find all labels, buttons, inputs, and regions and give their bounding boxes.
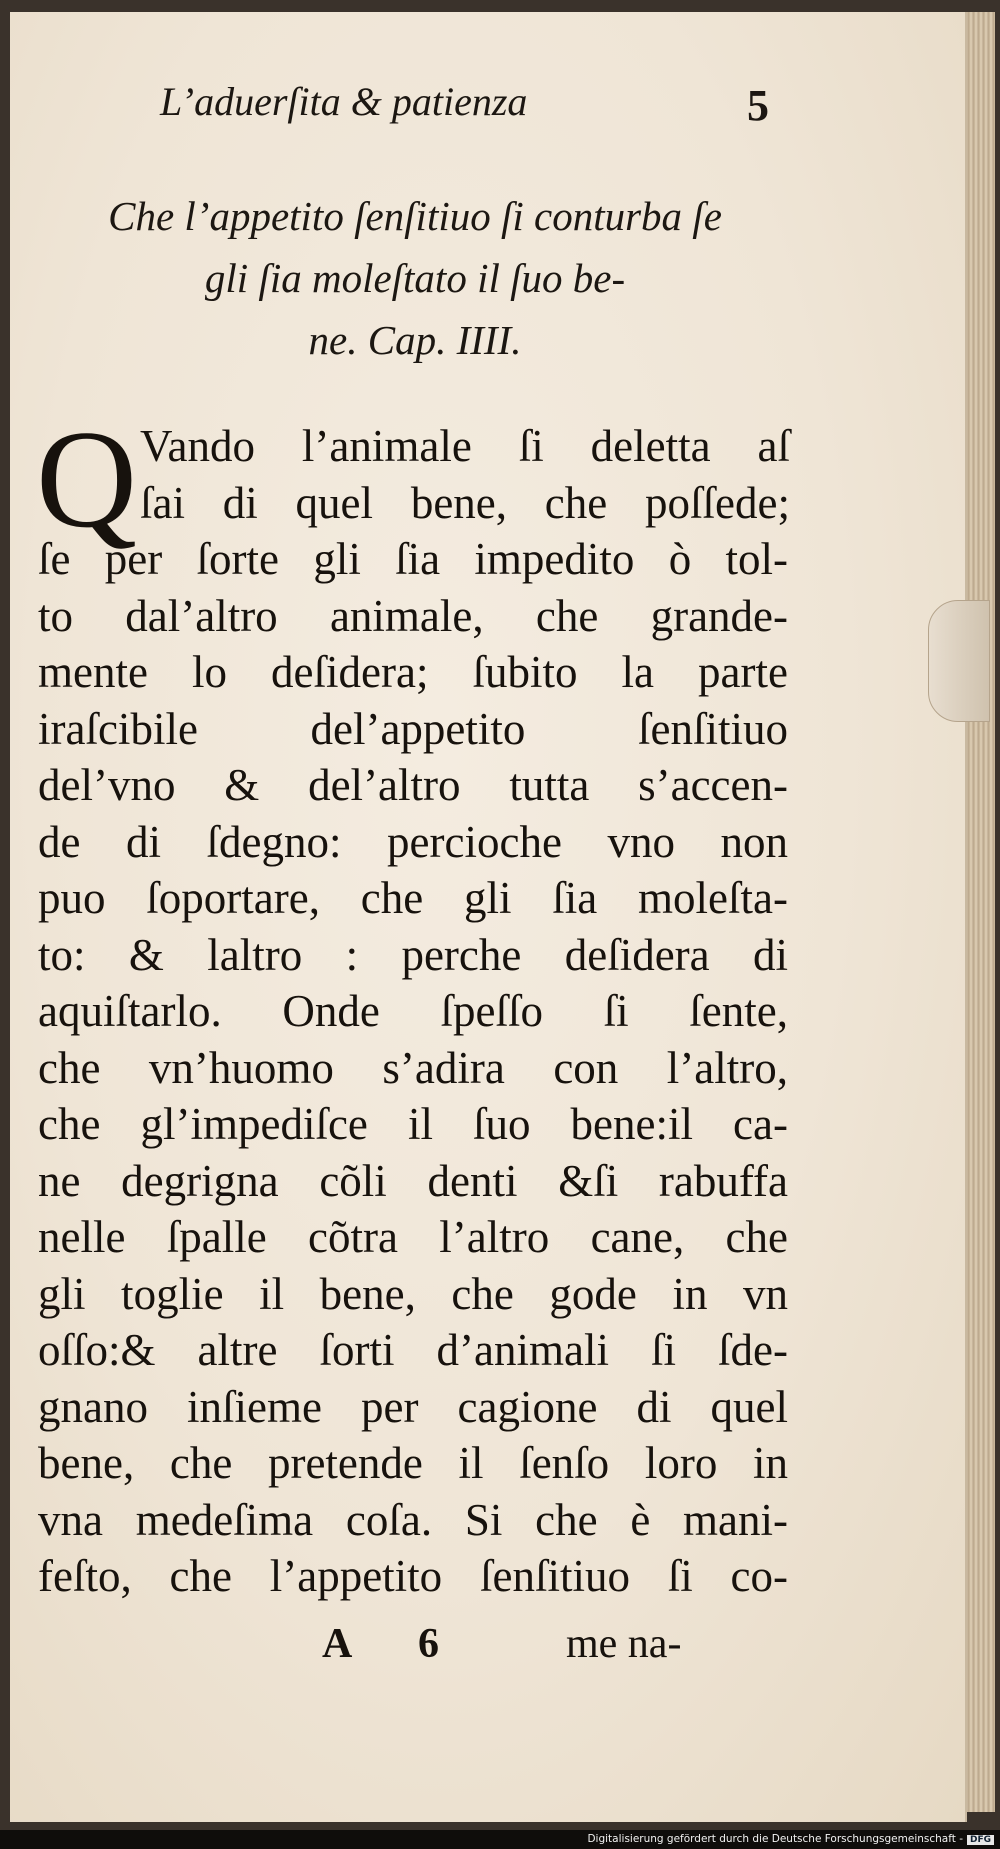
signature-mark: A (322, 1621, 353, 1667)
body-line: nelle ſpalle cõtra l’altro cane, che (38, 1212, 788, 1262)
page-number: 5 (747, 81, 769, 130)
body-line: Vando l’animale ſi deletta aſ (140, 421, 790, 471)
body-line: aquiſtarlo. Onde ſpeſſo ſi ſente, (38, 986, 788, 1036)
body-line: feſto, che l’appetito ſenſitiuo ſi co- (38, 1551, 788, 1601)
chapter-title-line: Che l’appetito ſenſitiuo ſi conturba ſe (108, 193, 722, 239)
body-line: che gl’impediſce il ſuo bene:il ca- (38, 1099, 788, 1149)
page-clip (928, 600, 990, 722)
signature-number: 6 (418, 1621, 439, 1667)
body-line: ſai di quel bene, che poſſede; (140, 477, 790, 528)
chapter-title (30, 185, 800, 371)
body-line: del’vno & del’altro tutta s’accen- (38, 760, 788, 810)
body-line: to: & laltro : perche deſidera di (38, 929, 788, 980)
drop-cap: Q (36, 402, 138, 557)
catchword: me na- (566, 1621, 682, 1667)
body-line: ſe per ſorte gli ſia impedito ò tol- (38, 534, 788, 584)
page-edges (965, 12, 995, 1812)
body-line: oſſo:& altre ſorti d’animali ſi ſde- (38, 1325, 788, 1375)
body-line: vna medeſima coſa. Si che è mani- (38, 1494, 788, 1545)
body-line: de di ſdegno: percioche vno non (38, 816, 788, 867)
body-line: iraſcibile del’appetito ſenſitiuo (38, 703, 788, 754)
body-line: bene, che pretende il ſenſo loro in (38, 1438, 788, 1488)
credit-text: Digitalisierung gefördert durch die Deutsche Forschungsgemeinschaft - (587, 1833, 963, 1845)
running-head-title: L’aduerſita & patienza (160, 79, 528, 124)
body-text (38, 531, 788, 1605)
body-line: gnano inſieme per cagione di quel (38, 1381, 788, 1432)
chapter-title-line: ne. Cap. IIII. (308, 317, 522, 363)
dfg-logo: DFG (967, 1835, 994, 1845)
digitization-credit (587, 1833, 994, 1845)
body-line: mente lo deſidera; ſubito la parte (38, 647, 788, 697)
body-line: gli toglie il bene, che gode in vn (38, 1268, 788, 1319)
chapter-title-line: gli ſia moleſtato il ſuo be- (204, 255, 626, 301)
body-line: ne degrigna cõli denti &ſi rabuffa (38, 1155, 788, 1206)
page-footer (0, 1620, 955, 1680)
body-line: puo ſoportare, che gli ſia moleſta- (38, 873, 788, 923)
body-line: che vn’huomo s’adira con l’altro, (38, 1042, 788, 1093)
first-lines (140, 418, 790, 531)
body-line: to dal’altro animale, che grande- (38, 590, 788, 641)
running-head (0, 78, 955, 138)
